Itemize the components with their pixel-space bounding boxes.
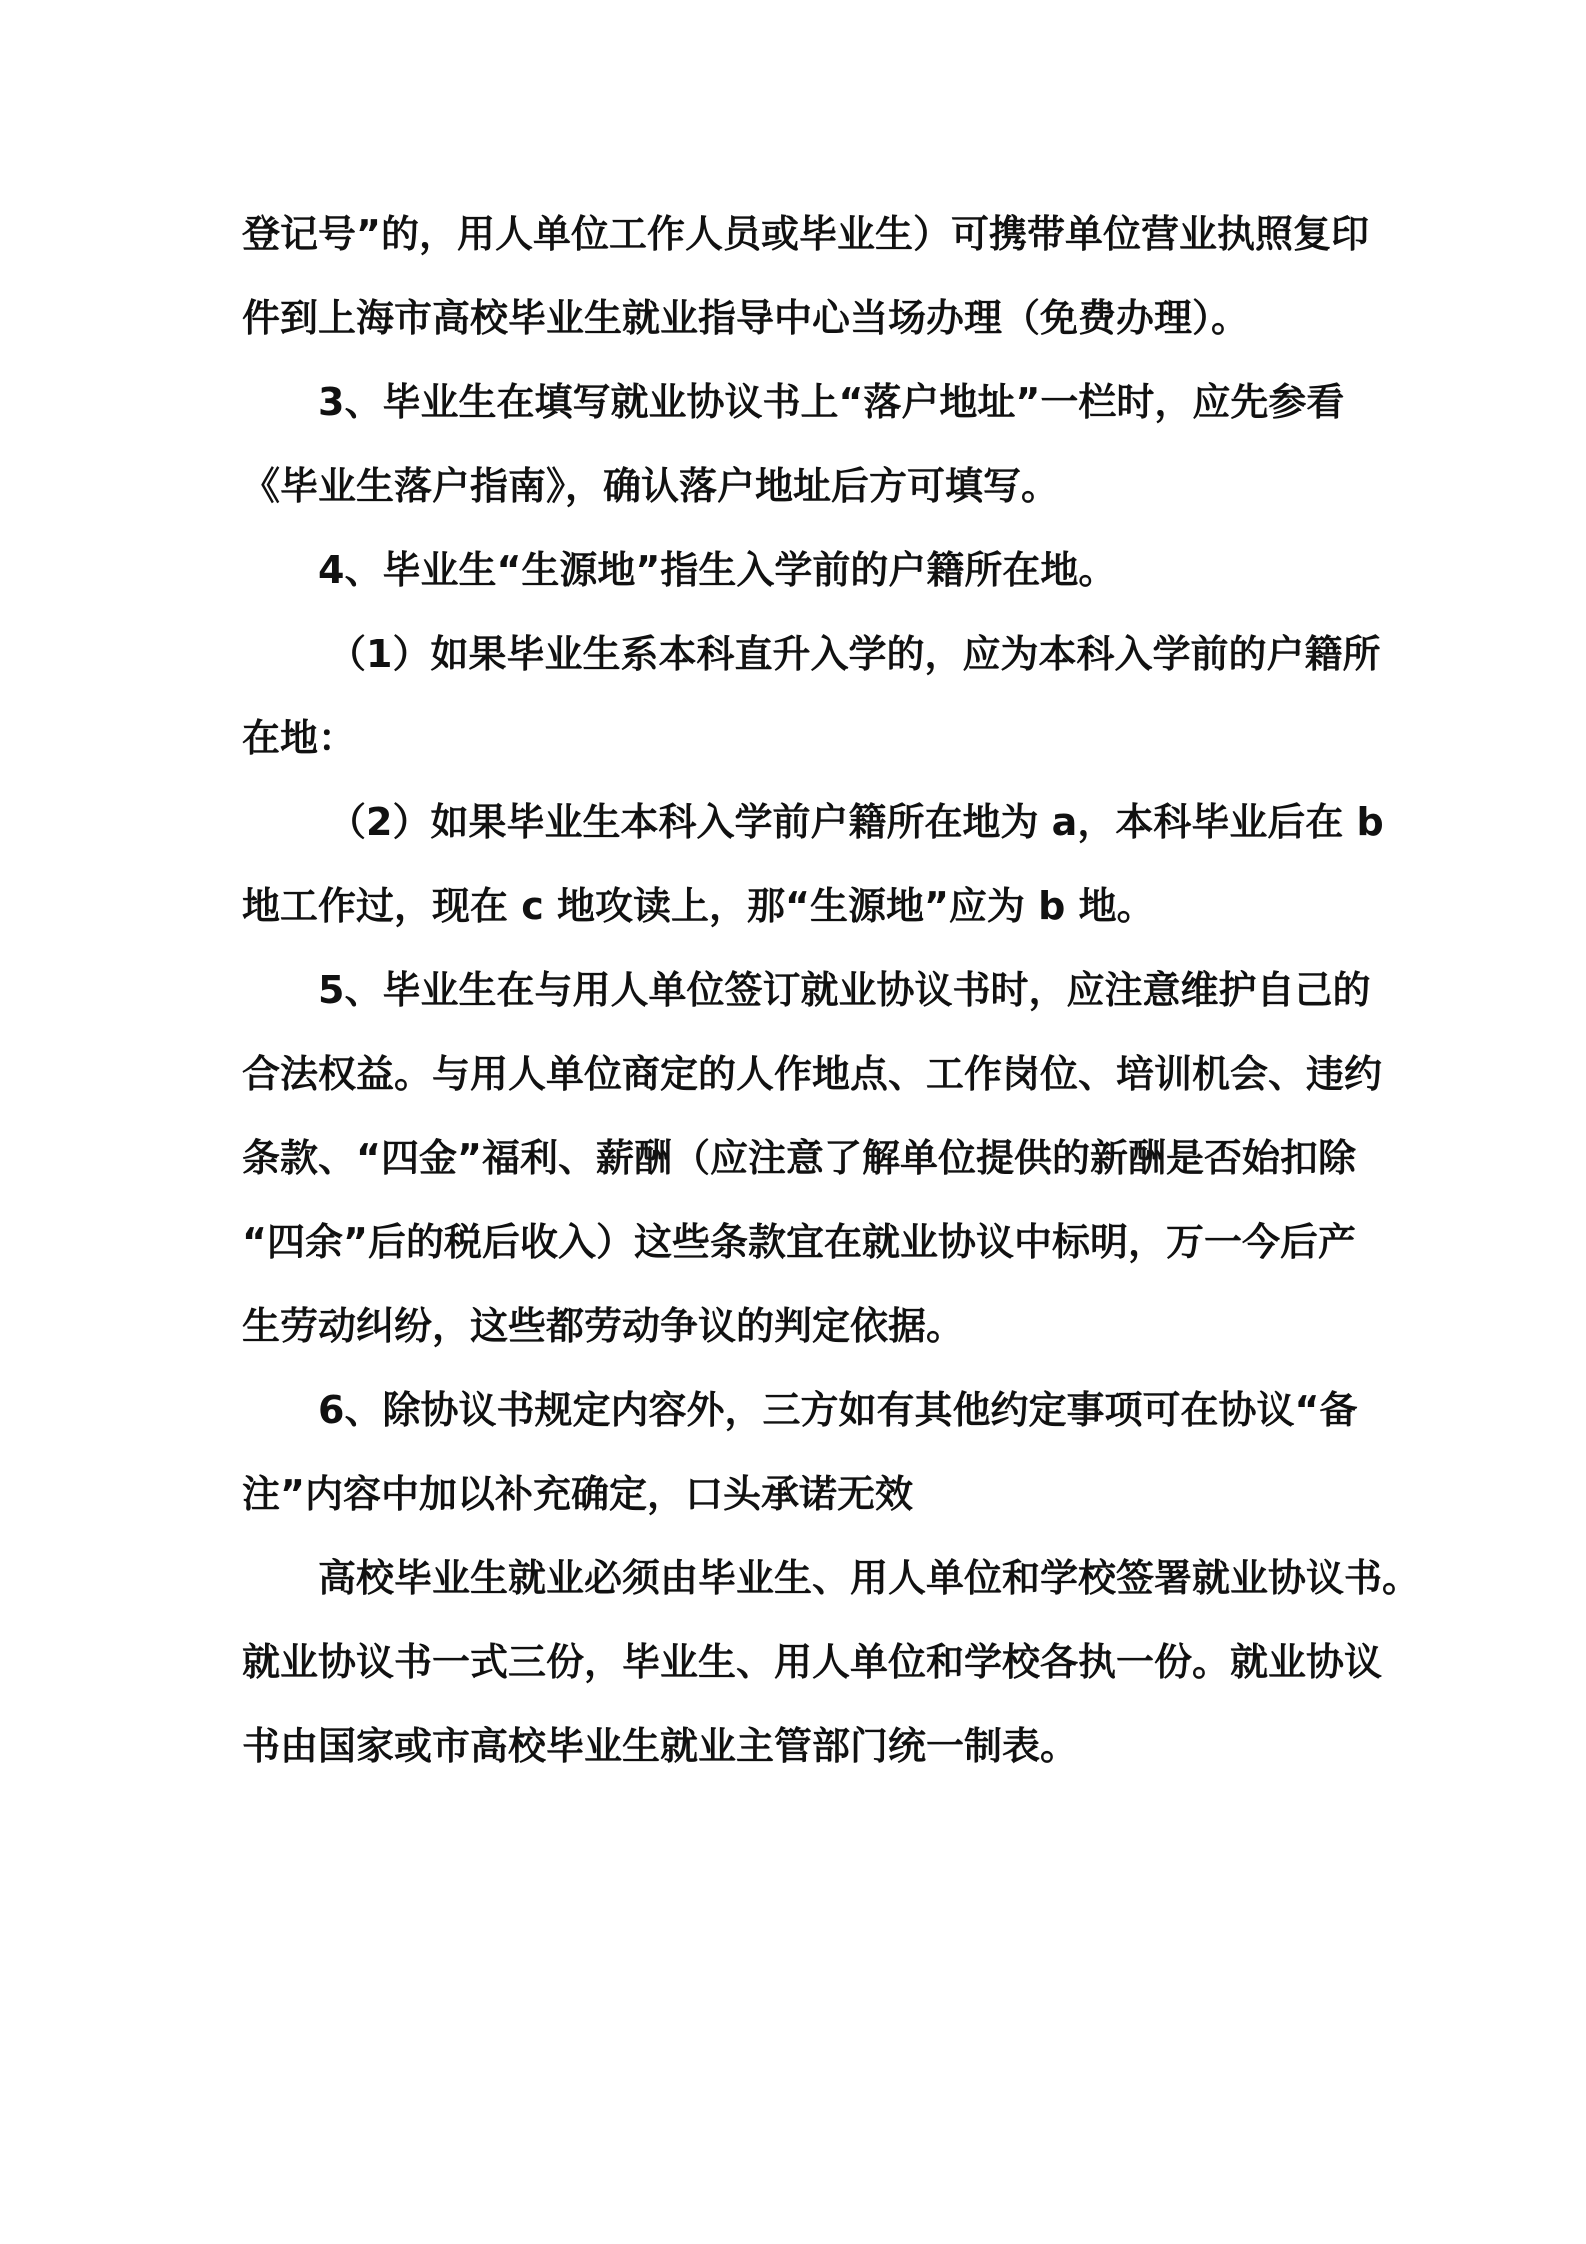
text-line: 书由国家或市高校毕业生就业主管部门统一制表。 [242,1724,1079,1768]
text-line: 地工作过，现在 c 地攻读上，那“生源地”应为 b 地。 [242,884,1155,928]
text-line: “四余”后的税后收入）这些条款宜在就业协议中标明，万一今后产 [242,1220,1356,1264]
text-line: 注”内容中加以补充确定，口头承诺无效 [242,1472,913,1516]
text-line: 在地： [242,716,357,760]
text-line: 5、毕业生在与用人单位签订就业协议书时，应注意维护自己的 [318,968,1371,1012]
text-line: 高校毕业生就业必须由毕业生、用人单位和学校签署就业协议书。 [318,1556,1421,1600]
text-line: （2）如果毕业生本科入学前户籍所在地为 a，本科毕业后在 b [328,800,1384,844]
text-line: 生劳动纠纷，这些都劳动争议的判定依据。 [242,1304,965,1348]
text-line: 件到上海市高校毕业生就业指导中心当场办理（免费办理）。 [242,296,1250,340]
text-line: 6、除协议书规定内容外，三方如有其他约定事项可在协议“备 [318,1388,1358,1432]
text-line: 登记号”的，用人单位工作人员或毕业生）可携带单位营业执照复印 [242,212,1369,256]
text-line: 就业协议书一式三份，毕业生、用人单位和学校各执一份。就业协议 [242,1640,1383,1684]
text-line: 条款、“四金”福利、薪酬（应注意了解单位提供的新酬是否始扣除 [242,1136,1356,1180]
text-line: 合法权益。与用人单位商定的人作地点、工作岗位、培训机会、违约 [242,1052,1383,1096]
document-body [242,192,1421,1788]
text-line: 4、毕业生“生源地”指生入学前的户籍所在地。 [318,548,1117,592]
text-line: 《毕业生落户指南》，确认落户地址后方可填写。 [242,464,1060,508]
text-line: 3、毕业生在填写就业协议书上“落户地址”一栏时，应先参看 [318,380,1345,424]
text-line: （1）如果毕业生系本科直升入学的，应为本科入学前的户籍所 [328,632,1381,676]
